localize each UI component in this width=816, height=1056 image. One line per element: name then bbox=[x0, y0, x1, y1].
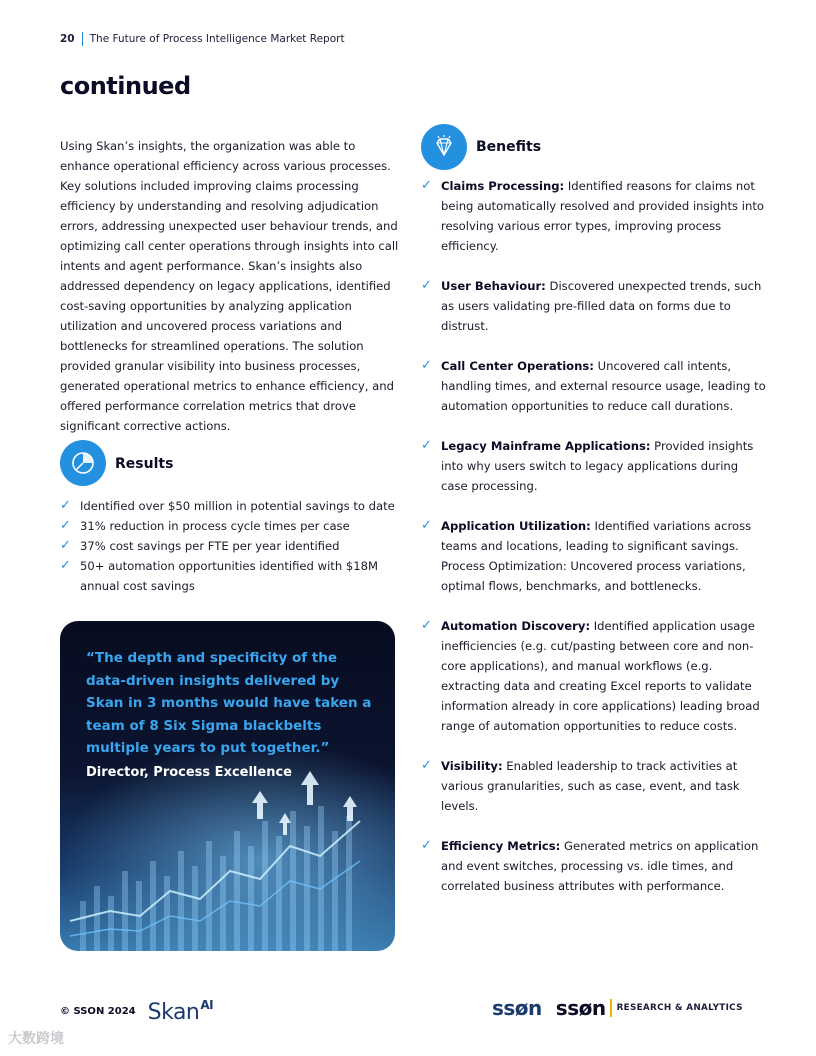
check-icon: ✓ bbox=[60, 538, 71, 553]
list-item: ✓ 31% reduction in process cycle times per case bbox=[60, 516, 405, 536]
check-icon: ✓ bbox=[421, 518, 432, 533]
list-item: ✓ User Behaviour: Discovered unexpected trends, such as users validating pre-filled data on forms due to distrust. bbox=[421, 276, 766, 336]
list-item: ✓ Identified over $50 million in potential savings to date bbox=[60, 496, 405, 516]
benefits-list bbox=[421, 176, 766, 916]
header-divider bbox=[82, 32, 83, 46]
growth-chart-illustration bbox=[60, 751, 395, 951]
footer-right bbox=[492, 996, 743, 1020]
check-icon: ✓ bbox=[60, 498, 71, 513]
sson-logo: ssøn bbox=[492, 996, 542, 1020]
check-icon: ✓ bbox=[60, 518, 71, 533]
check-icon: ✓ bbox=[60, 558, 71, 573]
list-item: ✓ 37% cost savings per FTE per year identified bbox=[60, 536, 405, 556]
list-item: ✓ Visibility: Enabled leadership to track activities at various granularities, such as case, event, and task levels. bbox=[421, 756, 766, 816]
list-item: ✓ Application Utilization: Identified variations across teams and locations, leading to significant savings. Process Optimization: Uncovered process variations, optimal flows, benchmarks, and bottlenecks. bbox=[421, 516, 766, 596]
check-icon: ✓ bbox=[421, 838, 432, 853]
page-title: continued bbox=[60, 72, 191, 100]
check-icon: ✓ bbox=[421, 278, 432, 293]
check-icon: ✓ bbox=[421, 758, 432, 773]
skan-logo: Skan$^{AI}$ bbox=[147, 998, 214, 1025]
list-item: ✓ Call Center Operations: Uncovered call intents, handling times, and external resource usage, leading to automation opportunities to reduce call durations. bbox=[421, 356, 766, 416]
quote-author: Director, Process Excellence bbox=[86, 765, 292, 780]
list-item: ✓ Automation Discovery: Identified application usage inefficiencies (e.g. cut/pasting between core and non-core applications), and manual workflows (e.g. extracting data and creating Excel reports to validate information already in core applications) leading broad range of automation opportunities to reduce costs. bbox=[421, 616, 766, 736]
research-analytics-label: RESEARCH & ANALYTICS bbox=[616, 1003, 743, 1013]
report-title: The Future of Process Intelligence Market Report bbox=[89, 33, 345, 45]
quote-text: “The depth and specificity of the data-driven insights delivered by Skan in 3 months would have taken a team of 8 Six Sigma blackbelts multiple years to put together.” bbox=[86, 650, 372, 756]
results-heading: Results bbox=[115, 456, 174, 472]
pie-chart-icon bbox=[60, 440, 106, 486]
check-icon: ✓ bbox=[421, 618, 432, 633]
diamond-icon bbox=[421, 124, 467, 170]
benefits-heading: Benefits bbox=[476, 139, 542, 155]
results-list bbox=[60, 496, 405, 596]
logo-divider bbox=[610, 999, 612, 1017]
list-item: ✓ Efficiency Metrics: Generated metrics on application and event switches, processing vs. idle times, and correlated business attributes with performance. bbox=[421, 836, 766, 896]
sson-research-logo: ssøn bbox=[555, 996, 606, 1020]
page-number: 20 bbox=[60, 33, 75, 45]
page-header bbox=[60, 32, 345, 46]
watermark: 大数跨境 bbox=[8, 1031, 64, 1047]
check-icon: ✓ bbox=[421, 358, 432, 373]
intro-paragraph: Using Skan’s insights, the organization was able to enhance operational efficiency across various processes. Key solutions included improving claims processing efficiency by understanding and resolving adjudication errors, addressing unexpected user behaviour trends, and optimizing call center operations through insights into call intents and agent performance. Skan’s insights also addressed dependency on legacy applications, identified cost-saving opportunities by analyzing application utilization and uncovered process variations and bottlenecks for streamlined operations. The solution provided granular visibility into business processes, generated operational metrics to enhance efficiency, and offered performance correlation metrics that drove significant corrective actions. bbox=[60, 139, 399, 433]
check-icon: ✓ bbox=[421, 438, 432, 453]
quote-card bbox=[60, 621, 395, 951]
footer-left bbox=[60, 998, 213, 1025]
check-icon: ✓ bbox=[421, 178, 432, 193]
list-item: ✓ 50+ automation opportunities identified with $18M annual cost savings bbox=[60, 556, 405, 596]
list-item: ✓ Legacy Mainframe Applications: Provided insights into why users switch to legacy applications during case processing. bbox=[421, 436, 766, 496]
copyright: © SSON 2024 bbox=[60, 1006, 136, 1017]
list-item: ✓ Claims Processing: Identified reasons for claims not being automatically resolved and provided insights into resolving various error types, improving process efficiency. bbox=[421, 176, 766, 256]
